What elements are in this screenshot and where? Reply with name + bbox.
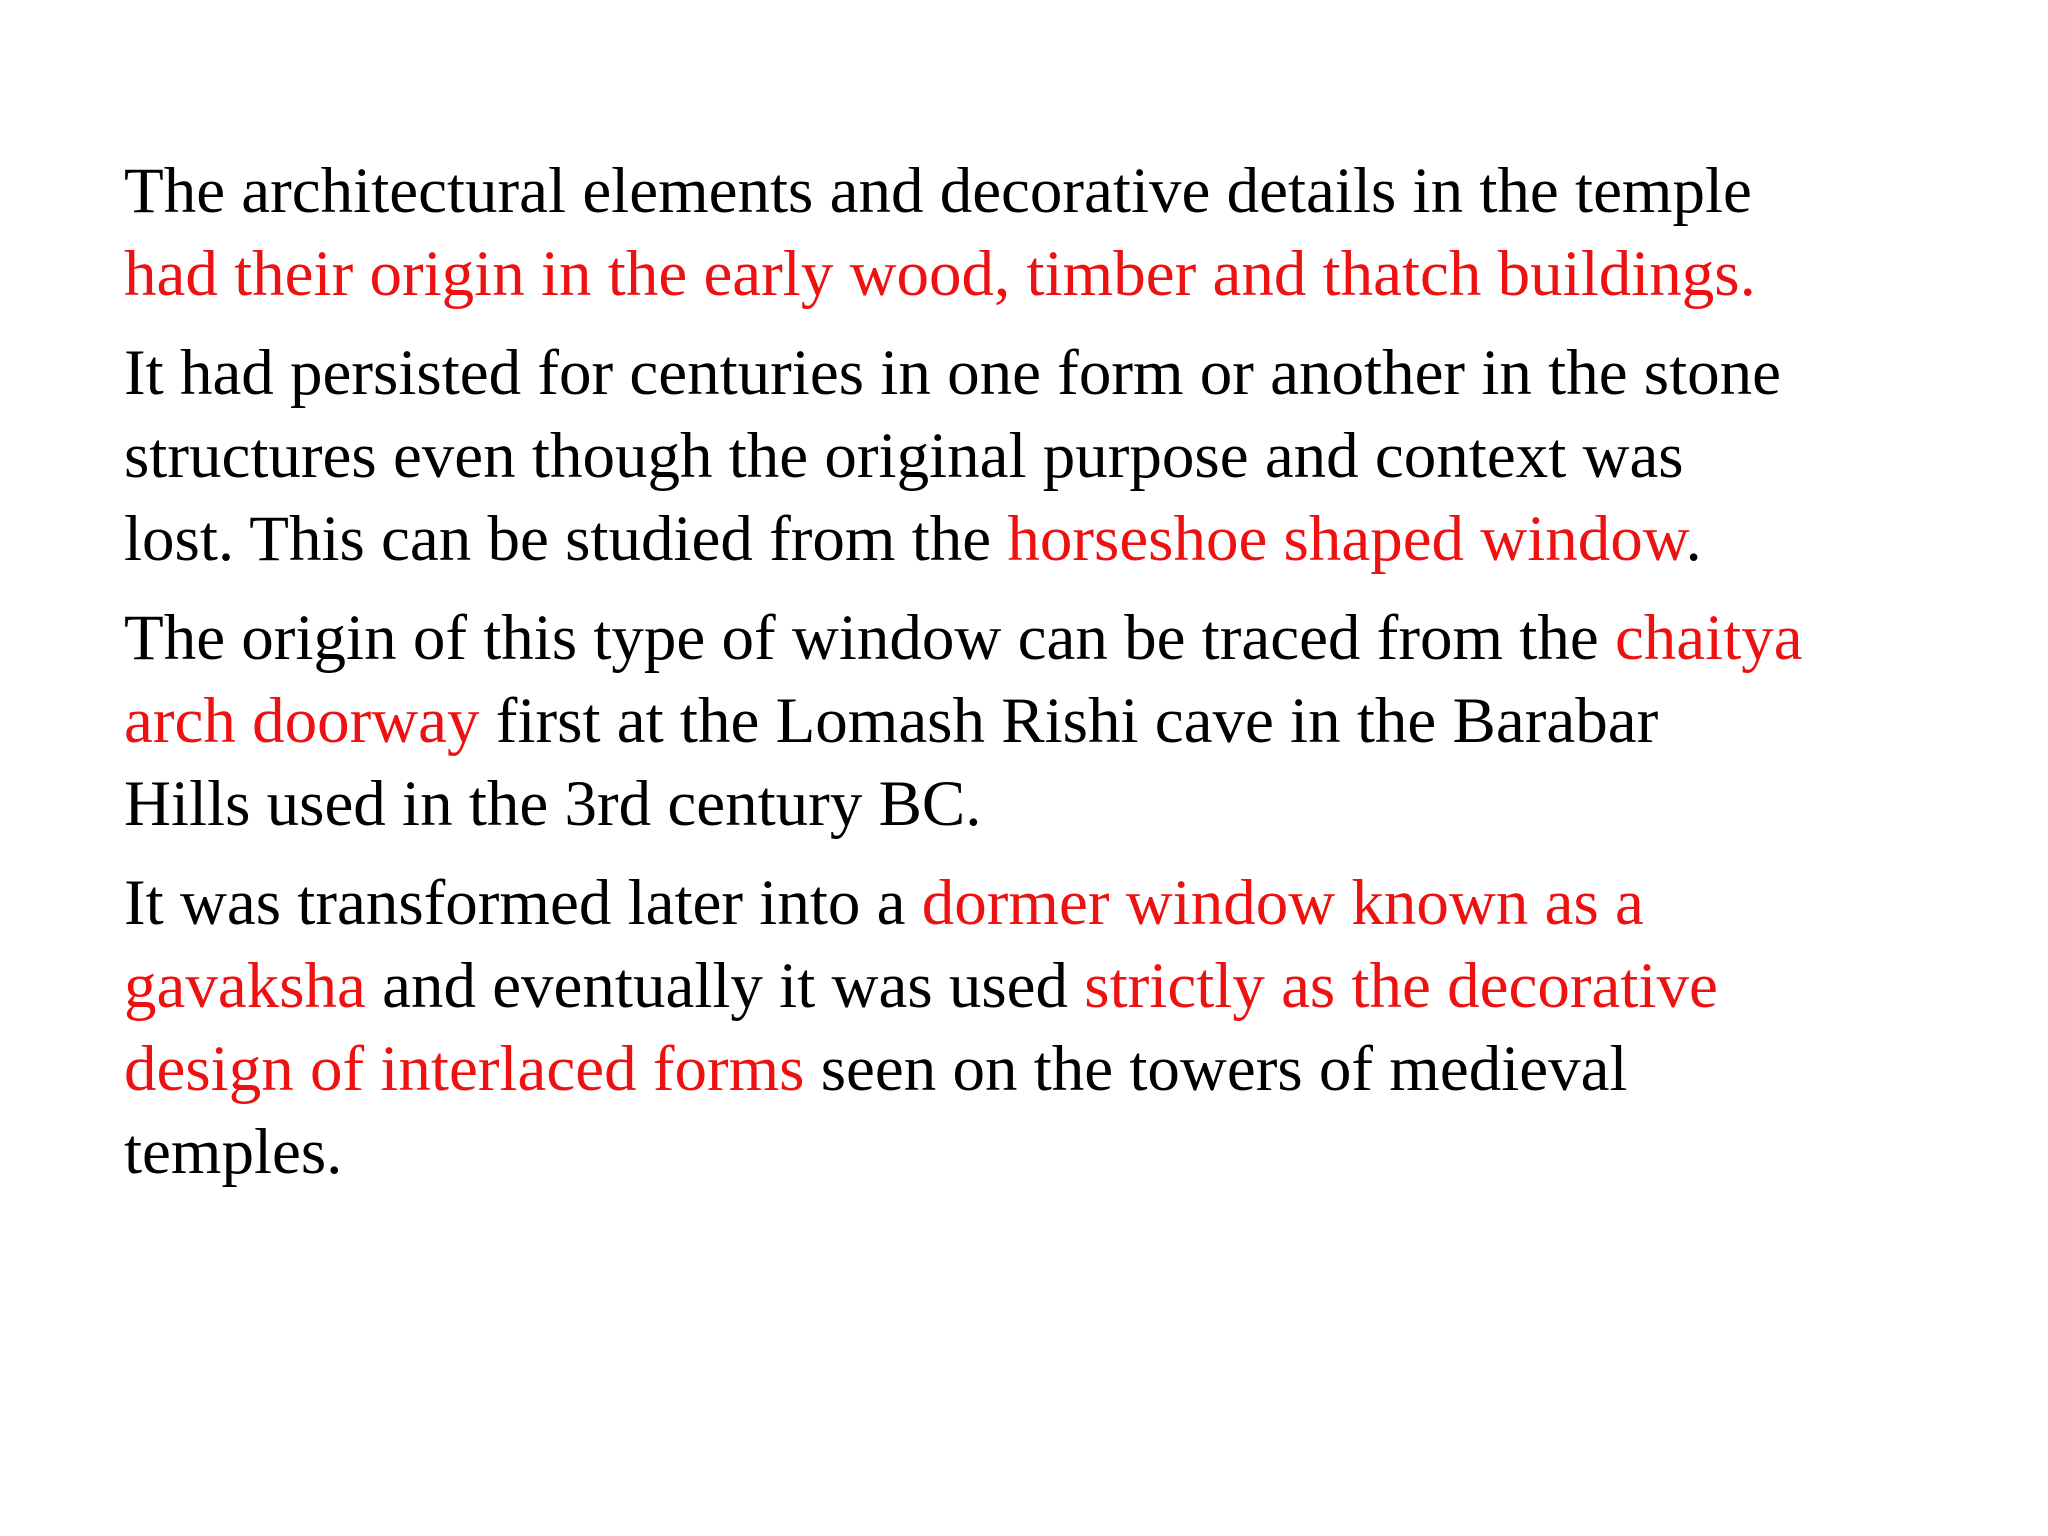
body-text: The architectural elements and decorative details in the temple — [124, 155, 1752, 227]
paragraph-4-line-2 — [124, 945, 1984, 1028]
paragraph-2-line-1 — [124, 332, 1984, 415]
paragraph-1-line-2 — [124, 233, 1984, 316]
paragraph-2-line-2 — [124, 415, 1984, 498]
body-text: It had persisted for centuries in one form or another in the stone — [124, 337, 1781, 409]
body-text: . — [1685, 503, 1702, 575]
body-text: seen on the towers of medieval — [804, 1033, 1628, 1105]
body-text: structures even though the original purpose and context was — [124, 420, 1684, 492]
paragraph-4-line-3 — [124, 1028, 1984, 1111]
body-text: lost. This can be studied from the — [124, 503, 1008, 575]
paragraph-4-line-1 — [124, 862, 1984, 945]
highlighted-text: design of interlaced forms — [124, 1033, 805, 1105]
body-text: It was transformed later into a — [124, 867, 922, 939]
paragraph-1 — [124, 150, 1984, 316]
highlighted-text: dormer window known as a — [921, 867, 1644, 939]
highlighted-text: strictly as the decorative — [1084, 950, 1718, 1022]
paragraph-2-line-3 — [124, 498, 1984, 581]
paragraph-3-line-2 — [124, 680, 1984, 763]
paragraph-1-line-1 — [124, 150, 1984, 233]
paragraph-3-line-3 — [124, 763, 1984, 846]
body-text: The origin of this type of window can be traced from the — [124, 602, 1615, 674]
highlighted-text: had their origin in the early wood, timber and thatch buildings. — [124, 238, 1756, 310]
body-text: and eventually it was used — [365, 950, 1085, 1022]
body-text: Hills used in the 3rd century BC. — [124, 768, 982, 840]
paragraph-4-line-4 — [124, 1111, 1984, 1194]
paragraph-3 — [124, 597, 1984, 846]
paragraph-2 — [124, 332, 1984, 581]
highlighted-text: arch doorway — [124, 685, 480, 757]
body-text: first at the Lomash Rishi cave in the Barabar — [479, 685, 1659, 757]
paragraph-3-line-1 — [124, 597, 1984, 680]
highlighted-text: chaitya — [1614, 602, 1803, 674]
slide-body — [124, 150, 1984, 1210]
highlighted-text: gavaksha — [124, 950, 366, 1022]
body-text: temples. — [124, 1116, 343, 1188]
paragraph-4 — [124, 862, 1984, 1194]
highlighted-text: horseshoe shaped window — [1007, 503, 1686, 575]
